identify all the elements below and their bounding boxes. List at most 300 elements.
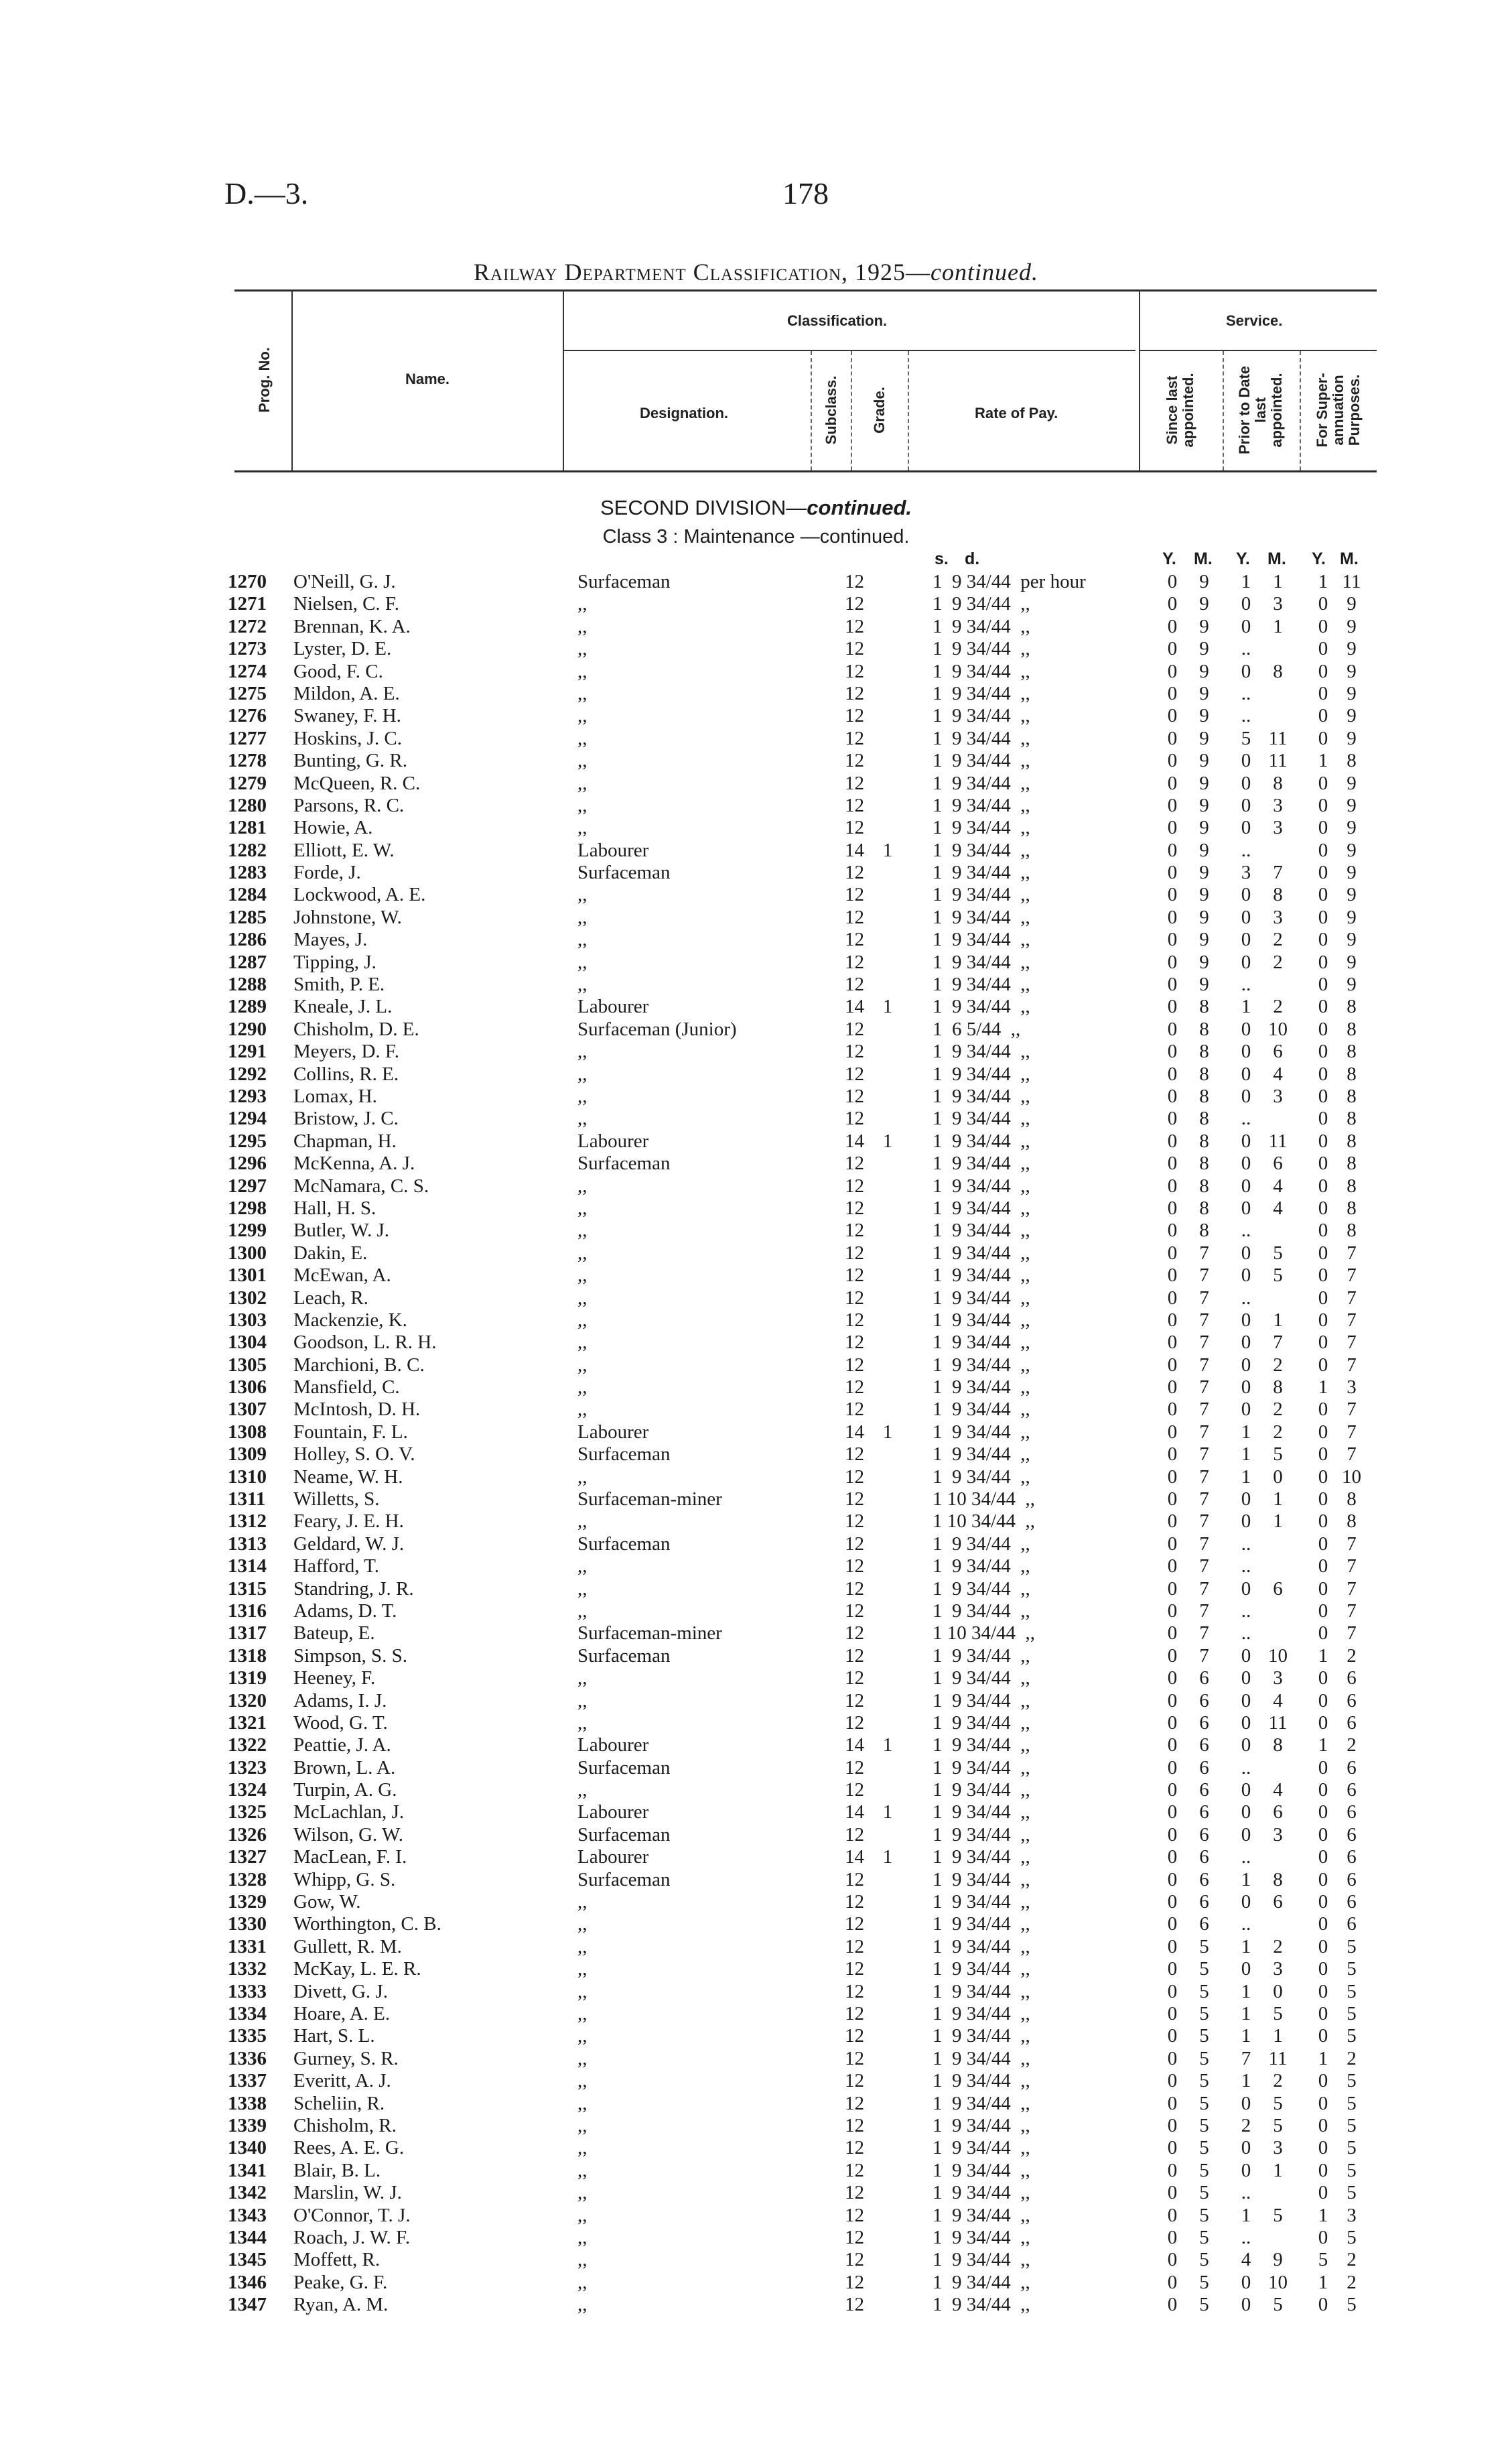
- designation: ,,: [577, 1779, 588, 1801]
- rate-of-pay: 1 9 34/44 ,,: [933, 1376, 1030, 1399]
- super-years: 0: [1318, 794, 1328, 816]
- prior-years: 0: [1241, 2271, 1251, 2293]
- employee-name: Brennan, K. A.: [293, 615, 411, 637]
- since-last-years: 0: [1167, 2047, 1178, 2069]
- rate-of-pay: 1 9 34/44 ,,: [933, 2114, 1030, 2136]
- super-months: 8: [1347, 1063, 1357, 1085]
- designation: ,,: [577, 2003, 588, 2024]
- super-years: 0: [1318, 2025, 1328, 2047]
- super-years: 0: [1318, 1868, 1328, 1890]
- prior-months: 8: [1273, 1868, 1283, 1890]
- table-row: [0, 1869, 1512, 1891]
- prior-months: 10: [1268, 1644, 1288, 1667]
- rate-of-pay: 1 9 34/44 ,,: [933, 593, 1030, 615]
- rate-of-pay: 1 9 34/44 ,,: [933, 1421, 1030, 1443]
- since-last-years: 0: [1167, 571, 1178, 592]
- since-last-years: 0: [1167, 1265, 1178, 1287]
- since-last-months: 6: [1199, 1801, 1209, 1823]
- since-last-months: 5: [1199, 2070, 1209, 2092]
- designation: ,,: [577, 2226, 588, 2248]
- divider-sub: [851, 351, 852, 470]
- prog-number: 1327: [228, 1846, 267, 1868]
- subclass: 12: [845, 2047, 864, 2069]
- table-row: [0, 840, 1512, 862]
- since-last-months: 9: [1199, 974, 1209, 996]
- employee-name: Marslin, W. J.: [293, 2182, 402, 2204]
- prior-years: 1: [1241, 1935, 1251, 1957]
- employee-name: Adams, D. T.: [293, 1600, 397, 1622]
- table-row: [0, 1108, 1512, 1130]
- subclass: 12: [845, 1935, 864, 1957]
- since-last-years: 0: [1167, 1711, 1178, 1734]
- employee-name: Hoare, A. E.: [293, 2003, 391, 2024]
- since-last-years: 0: [1167, 1063, 1178, 1085]
- super-years: 0: [1318, 1711, 1328, 1734]
- since-last-months: 5: [1199, 2159, 1209, 2181]
- super-months: 7: [1347, 1287, 1357, 1309]
- super-years: 0: [1318, 1935, 1328, 1957]
- prior-months: 3: [1273, 794, 1283, 816]
- super-years: 0: [1318, 1801, 1328, 1823]
- subclass: 12: [845, 1443, 864, 1466]
- super-years: 0: [1318, 1779, 1328, 1801]
- designation: ,,: [577, 1309, 588, 1331]
- employee-name: Goodson, L. R. H.: [293, 1332, 437, 1354]
- prior-years: ..: [1241, 682, 1251, 704]
- table-row: [0, 2137, 1512, 2159]
- subclass: 12: [845, 682, 864, 704]
- subclass: 12: [845, 1868, 864, 1890]
- rate-of-pay: 1 9 34/44 ,,: [933, 2159, 1030, 2181]
- super-months: 9: [1347, 817, 1357, 839]
- subclass: 12: [845, 1108, 864, 1130]
- designation: ,,: [577, 974, 588, 996]
- super-months: 5: [1347, 2294, 1357, 2316]
- prior-years: 1: [1241, 2003, 1251, 2024]
- super-years: 0: [1318, 1175, 1328, 1197]
- since-last-months: 7: [1199, 1555, 1209, 1577]
- prog-number: 1314: [228, 1555, 267, 1577]
- employee-name: Gow, W.: [293, 1891, 361, 1913]
- since-last-years: 0: [1167, 996, 1178, 1018]
- prog-number: 1281: [228, 817, 267, 839]
- since-last-months: 7: [1199, 1443, 1209, 1466]
- prog-number: 1323: [228, 1756, 267, 1778]
- rate-of-pay: 1 9 34/44 ,,: [933, 1443, 1030, 1466]
- prior-years: ..: [1241, 1533, 1251, 1555]
- table-row: [0, 1667, 1512, 1689]
- subclass: 12: [845, 1399, 864, 1421]
- super-years: 0: [1318, 1153, 1328, 1175]
- designation: ,,: [577, 1376, 588, 1399]
- prior-years: 0: [1241, 1734, 1251, 1756]
- subclass: 12: [845, 1600, 864, 1622]
- table-row: [0, 1712, 1512, 1734]
- prog-number: 1308: [228, 1421, 267, 1443]
- super-years: 0: [1318, 1823, 1328, 1845]
- super-months: 7: [1347, 1577, 1357, 1600]
- since-last-years: 0: [1167, 1689, 1178, 1711]
- table-row: [0, 1578, 1512, 1600]
- since-last-months: 9: [1199, 884, 1209, 906]
- subclass: 12: [845, 727, 864, 749]
- rate-of-pay: 1 9 34/44 ,,: [933, 2182, 1030, 2204]
- since-last-months: 6: [1199, 1846, 1209, 1868]
- super-months: 3: [1347, 2204, 1357, 2226]
- prior-years: 0: [1241, 1711, 1251, 1734]
- prior-years: 0: [1241, 1130, 1251, 1152]
- employee-name: Howie, A.: [293, 817, 373, 839]
- table-row: [0, 2294, 1512, 2316]
- prior-years: 1: [1241, 571, 1251, 592]
- table-row: [0, 1220, 1512, 1242]
- since-last-months: 5: [1199, 2092, 1209, 2114]
- since-last-months: 6: [1199, 1913, 1209, 1935]
- prior-years: 0: [1241, 1779, 1251, 1801]
- table-row: [0, 593, 1512, 615]
- since-last-years: 0: [1167, 2137, 1178, 2159]
- rate-of-pay: 1 9 34/44 ,,: [933, 974, 1030, 996]
- rate-of-pay: 1 9 34/44 ,,: [933, 1063, 1030, 1085]
- unit-pence: d.: [965, 549, 980, 568]
- prog-number: 1282: [228, 839, 267, 861]
- super-years: 0: [1318, 1108, 1328, 1130]
- designation: ,,: [577, 705, 588, 727]
- prior-months: 5: [1273, 2092, 1283, 2114]
- prior-months: 4: [1273, 1175, 1283, 1197]
- header-top-rule: [234, 289, 1377, 291]
- prog-number: 1306: [228, 1376, 267, 1399]
- since-last-months: 6: [1199, 1756, 1209, 1778]
- rate-of-pay: 1 9 34/44 ,,: [933, 1197, 1030, 1219]
- employee-name: Wilson, G. W.: [293, 1823, 403, 1845]
- super-years: 0: [1318, 1980, 1328, 2002]
- prior-months: 4: [1273, 1197, 1283, 1219]
- designation: ,,: [577, 2092, 588, 2114]
- prior-months: 4: [1273, 1779, 1283, 1801]
- prog-number: 1286: [228, 929, 267, 951]
- designation: Surfaceman: [577, 1443, 671, 1466]
- designation: ,,: [577, 2025, 588, 2047]
- since-last-months: 9: [1199, 615, 1209, 637]
- since-last-years: 0: [1167, 1287, 1178, 1309]
- designation: ,,: [577, 1510, 588, 1533]
- since-last-years: 0: [1167, 1779, 1178, 1801]
- since-last-years: 0: [1167, 705, 1178, 727]
- prior-months: 5: [1273, 2294, 1283, 2316]
- designation: Surfaceman: [577, 571, 671, 592]
- table-row: [0, 1197, 1512, 1220]
- rate-of-pay: 1 9 34/44 ,,: [933, 794, 1030, 816]
- designation: ,,: [577, 593, 588, 615]
- grade: 1: [882, 1421, 893, 1443]
- since-last-months: 9: [1199, 660, 1209, 682]
- super-months: 5: [1347, 2092, 1357, 2114]
- since-last-years: 0: [1167, 1220, 1178, 1242]
- prior-years: 0: [1241, 750, 1251, 772]
- since-last-years: 0: [1167, 727, 1178, 749]
- col-header-service: Service.: [1226, 312, 1283, 329]
- super-years: 1: [1318, 1644, 1328, 1667]
- since-last-months: 7: [1199, 1466, 1209, 1488]
- employee-name: Forde, J.: [293, 862, 361, 884]
- subclass: 14: [845, 996, 864, 1018]
- table-row: [0, 996, 1512, 1018]
- employee-name: MacLean, F. I.: [293, 1846, 407, 1868]
- prior-years: 1: [1241, 1443, 1251, 1466]
- super-years: 0: [1318, 1913, 1328, 1935]
- prior-years: 0: [1241, 1577, 1251, 1600]
- since-last-years: 0: [1167, 1443, 1178, 1466]
- prior-months: 2: [1273, 1935, 1283, 1957]
- designation: ,,: [577, 660, 588, 682]
- grade: 1: [882, 1734, 893, 1756]
- rate-of-pay: 1 9 34/44 ,,: [933, 1555, 1030, 1577]
- super-months: 2: [1347, 2271, 1357, 2293]
- since-last-years: 0: [1167, 1108, 1178, 1130]
- table-row: [0, 862, 1512, 884]
- employee-name: Scheliin, R.: [293, 2092, 385, 2114]
- since-last-months: 5: [1199, 1980, 1209, 2002]
- col-header-prior-to-date: Prior to Date last appointed.: [1236, 365, 1285, 455]
- employee-name: Feary, J. E. H.: [293, 1510, 404, 1533]
- table-row: [0, 795, 1512, 817]
- employee-name: Hoskins, J. C.: [293, 727, 402, 749]
- page-title: [0, 258, 1512, 286]
- subclass: 12: [845, 1644, 864, 1667]
- rate-of-pay: 1 9 34/44 ,,: [933, 1399, 1030, 1421]
- employee-name: Everitt, A. J.: [293, 2070, 391, 2092]
- table-row: [0, 1265, 1512, 1287]
- unit-months-3: M.: [1340, 549, 1359, 568]
- super-years: 0: [1318, 1354, 1328, 1376]
- prog-number: 1283: [228, 862, 267, 884]
- table-row: [0, 2025, 1512, 2047]
- prog-number: 1318: [228, 1644, 267, 1667]
- table-row: [0, 952, 1512, 974]
- employee-name: Lomax, H.: [293, 1085, 377, 1107]
- since-last-months: 8: [1199, 1018, 1209, 1040]
- super-months: 7: [1347, 1242, 1357, 1264]
- prior-months: 1: [1273, 1488, 1283, 1510]
- super-years: 0: [1318, 929, 1328, 951]
- since-last-years: 0: [1167, 1913, 1178, 1935]
- since-last-months: 7: [1199, 1287, 1209, 1309]
- subclass: 12: [845, 974, 864, 996]
- employee-name: Mildon, A. E.: [293, 682, 400, 704]
- designation: ,,: [577, 1108, 588, 1130]
- since-last-months: 9: [1199, 951, 1209, 973]
- super-months: 6: [1347, 1823, 1357, 1845]
- prior-years: 0: [1241, 1644, 1251, 1667]
- since-last-months: 5: [1199, 2182, 1209, 2204]
- since-last-months: 6: [1199, 1689, 1209, 1711]
- prior-years: 0: [1241, 1265, 1251, 1287]
- since-last-months: 6: [1199, 1868, 1209, 1890]
- super-years: 1: [1318, 1734, 1328, 1756]
- subclass: 12: [845, 1622, 864, 1644]
- table-row: [0, 750, 1512, 772]
- since-last-months: 7: [1199, 1265, 1209, 1287]
- divider-desig: [811, 351, 812, 470]
- prog-number: 1340: [228, 2137, 267, 2159]
- title-continued: continued.: [931, 259, 1038, 285]
- since-last-years: 0: [1167, 750, 1178, 772]
- since-last-years: 0: [1167, 1533, 1178, 1555]
- designation: Surfaceman (Junior): [577, 1018, 737, 1040]
- subclass: 12: [845, 1085, 864, 1107]
- rate-of-pay: 1 9 34/44 ,,: [933, 1287, 1030, 1309]
- super-years: 5: [1318, 2249, 1328, 2271]
- table-row: [0, 683, 1512, 705]
- prior-months: 1: [1273, 571, 1283, 592]
- prior-years: 1: [1241, 1868, 1251, 1890]
- subclass: 12: [845, 1354, 864, 1376]
- rate-of-pay: 1 9 34/44 ,,: [933, 929, 1030, 951]
- since-last-months: 7: [1199, 1421, 1209, 1443]
- super-years: 0: [1318, 2159, 1328, 2181]
- designation: ,,: [577, 1577, 588, 1600]
- super-months: 9: [1347, 682, 1357, 704]
- since-last-years: 0: [1167, 1085, 1178, 1107]
- employee-name: Chisholm, R.: [293, 2114, 397, 2136]
- rate-of-pay: 1 9 34/44 ,,: [933, 1354, 1030, 1376]
- prog-number: 1275: [228, 682, 267, 704]
- subclass: 12: [845, 1153, 864, 1175]
- prog-number: 1325: [228, 1801, 267, 1823]
- col-header-name: Name.: [405, 371, 450, 387]
- rate-of-pay: 1 9 34/44 ,,: [933, 1734, 1030, 1756]
- super-years: 0: [1318, 1421, 1328, 1443]
- prior-years: 1: [1241, 2204, 1251, 2226]
- subclass: 12: [845, 2271, 864, 2293]
- subclass: 12: [845, 571, 864, 592]
- since-last-years: 0: [1167, 772, 1178, 794]
- since-last-years: 0: [1167, 2294, 1178, 2316]
- since-last-years: 0: [1167, 1980, 1178, 2002]
- prior-months: 5: [1273, 2003, 1283, 2024]
- table-row: [0, 1443, 1512, 1466]
- prior-years: 4: [1241, 2249, 1251, 2271]
- prog-number: 1341: [228, 2159, 267, 2181]
- super-years: 0: [1318, 996, 1328, 1018]
- since-last-years: 0: [1167, 1734, 1178, 1756]
- prior-months: 10: [1268, 2271, 1288, 2293]
- super-years: 0: [1318, 2092, 1328, 2114]
- designation: Surfaceman: [577, 1644, 671, 1667]
- prog-number: 1301: [228, 1265, 267, 1287]
- prior-years: 2: [1241, 2114, 1251, 2136]
- designation: Labourer: [577, 1734, 649, 1756]
- table-row: [0, 1622, 1512, 1644]
- prog-number: 1292: [228, 1063, 267, 1085]
- prior-years: 0: [1241, 1063, 1251, 1085]
- prior-months: 5: [1273, 1443, 1283, 1466]
- designation: Surfaceman: [577, 1756, 671, 1778]
- designation: Surfaceman: [577, 1868, 671, 1890]
- since-last-months: 8: [1199, 1108, 1209, 1130]
- rate-of-pay: 1 9 34/44 ,,: [933, 638, 1030, 660]
- table-row: [0, 1019, 1512, 1041]
- employee-name: Divett, G. J.: [293, 1980, 388, 2002]
- subclass: 12: [845, 884, 864, 906]
- prior-months: 9: [1273, 2249, 1283, 2271]
- employee-name: Swaney, F. H.: [293, 705, 401, 727]
- table-row: [0, 1175, 1512, 1197]
- super-months: 6: [1347, 1689, 1357, 1711]
- super-years: 0: [1318, 1600, 1328, 1622]
- subclass: 12: [845, 1197, 864, 1219]
- super-months: 7: [1347, 1354, 1357, 1376]
- table-row: [0, 2227, 1512, 2249]
- employee-name: O'Connor, T. J.: [293, 2204, 411, 2226]
- table-row: [0, 1153, 1512, 1175]
- subclass: 12: [845, 1041, 864, 1063]
- prog-number: 1296: [228, 1153, 267, 1175]
- designation: ,,: [577, 727, 588, 749]
- prior-years: ..: [1241, 974, 1251, 996]
- since-last-months: 5: [1199, 2137, 1209, 2159]
- prog-number: 1319: [228, 1667, 267, 1689]
- since-last-years: 0: [1167, 1466, 1178, 1488]
- divider-name: [563, 289, 564, 470]
- super-months: 9: [1347, 884, 1357, 906]
- prog-number: 1339: [228, 2114, 267, 2136]
- table-row: [0, 2115, 1512, 2137]
- super-years: 0: [1318, 1220, 1328, 1242]
- super-months: 9: [1347, 929, 1357, 951]
- subclass: 12: [845, 1466, 864, 1488]
- table-row: [0, 1242, 1512, 1265]
- super-years: 0: [1318, 1488, 1328, 1510]
- rate-of-pay: 1 9 34/44 ,,: [933, 1130, 1030, 1152]
- rate-of-pay: 1 9 34/44 ,,: [933, 2204, 1030, 2226]
- super-months: 7: [1347, 1622, 1357, 1644]
- super-years: 0: [1318, 705, 1328, 727]
- since-last-months: 5: [1199, 1958, 1209, 1980]
- super-years: 1: [1318, 2271, 1328, 2293]
- document-code: D.—3.: [224, 176, 309, 210]
- prog-number: 1336: [228, 2047, 267, 2069]
- prog-number: 1300: [228, 1242, 267, 1264]
- table-row: [0, 638, 1512, 660]
- subclass: 14: [845, 1846, 864, 1868]
- super-years: 0: [1318, 1689, 1328, 1711]
- designation: ,,: [577, 1667, 588, 1689]
- rate-of-pay: 1 9 34/44 ,,: [933, 951, 1030, 973]
- table-row: [0, 2160, 1512, 2182]
- prior-years: ..: [1241, 2226, 1251, 2248]
- designation: ,,: [577, 1354, 588, 1376]
- since-last-months: 7: [1199, 1600, 1209, 1622]
- employee-name: McKay, L. E. R.: [293, 1958, 421, 1980]
- prog-number: 1346: [228, 2271, 267, 2293]
- super-years: 0: [1318, 1891, 1328, 1913]
- subclass: 12: [845, 951, 864, 973]
- super-years: 0: [1318, 951, 1328, 973]
- super-years: 0: [1318, 2003, 1328, 2024]
- designation: ,,: [577, 2249, 588, 2271]
- prog-number: 1291: [228, 1041, 267, 1063]
- super-months: 5: [1347, 2114, 1357, 2136]
- since-last-years: 0: [1167, 1846, 1178, 1868]
- prior-years: 0: [1241, 1488, 1251, 1510]
- prog-number: 1320: [228, 1689, 267, 1711]
- since-last-months: 6: [1199, 1734, 1209, 1756]
- employee-name: McLachlan, J.: [293, 1801, 405, 1823]
- super-months: 5: [1347, 2159, 1357, 2181]
- super-months: 8: [1347, 1153, 1357, 1175]
